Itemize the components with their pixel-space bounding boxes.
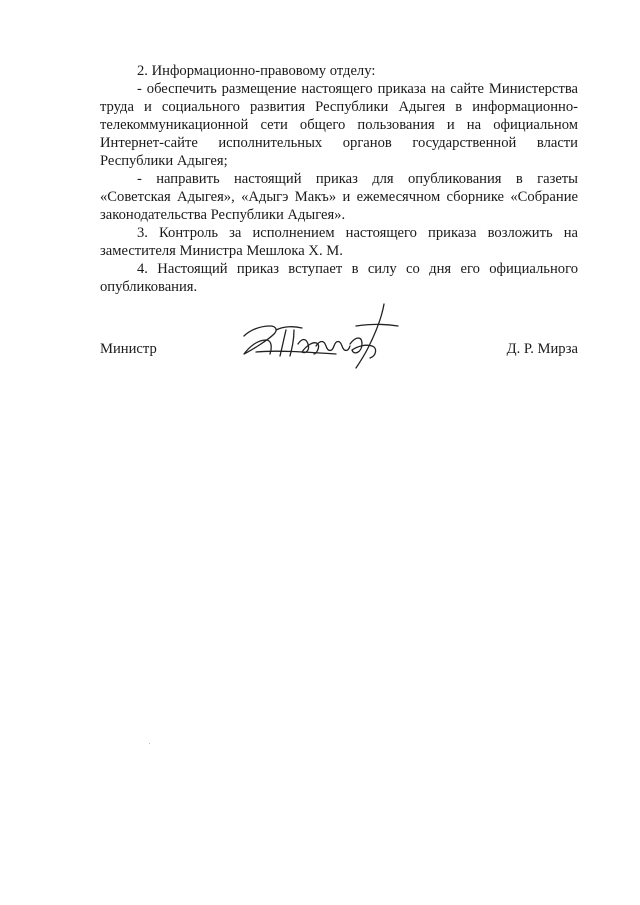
paragraph-4-line-1: 4. Настоящий приказ вступает в силу со дня его официального [137, 261, 578, 277]
paragraph-3-line-1: 3. Контроль за исполнением настоящего приказа возложить на [137, 225, 578, 241]
paragraph-2-item-1-line-5: Республики Адыгея; [100, 153, 228, 169]
paragraph-2-heading: 2. Информационно-правовому отделу: [137, 63, 376, 79]
paragraph-4-line-2: опубликования. [100, 279, 198, 295]
scan-speck [149, 743, 150, 744]
signatory-name: Д. Р. Мирза [506, 341, 578, 357]
document-body [100, 62, 578, 296]
paragraph-2-item-1-line-3: телекоммуникационной сети общего пользования и на официальном [100, 117, 578, 133]
paragraph-2-item-2-line-3: законодательства Республики Адыгея». [100, 207, 346, 223]
paragraph-2-item-1-line-1: - обеспечить размещение настоящего приказа на сайте Министерства [137, 81, 578, 97]
paragraph-2-item-2-line-1: - направить настоящий приказ для опубликования в газеты [137, 171, 578, 187]
paragraph-2-item-2-line-2: «Советская Адыгея», «Адыгэ Макъ» и ежемесячном сборнике «Собрание [100, 189, 578, 205]
signatory-title: Министр [100, 341, 157, 357]
paragraph-3-line-2: заместителя Министра Мешлока Х. М. [100, 243, 343, 259]
paragraph-2-item-1-line-4: Интернет-сайте исполнительных органов государственной власти [100, 135, 578, 151]
paragraph-2-item-1-line-2: труда и социального развития Республики Адыгея в информационно- [100, 99, 578, 115]
handwritten-signature [236, 296, 404, 372]
